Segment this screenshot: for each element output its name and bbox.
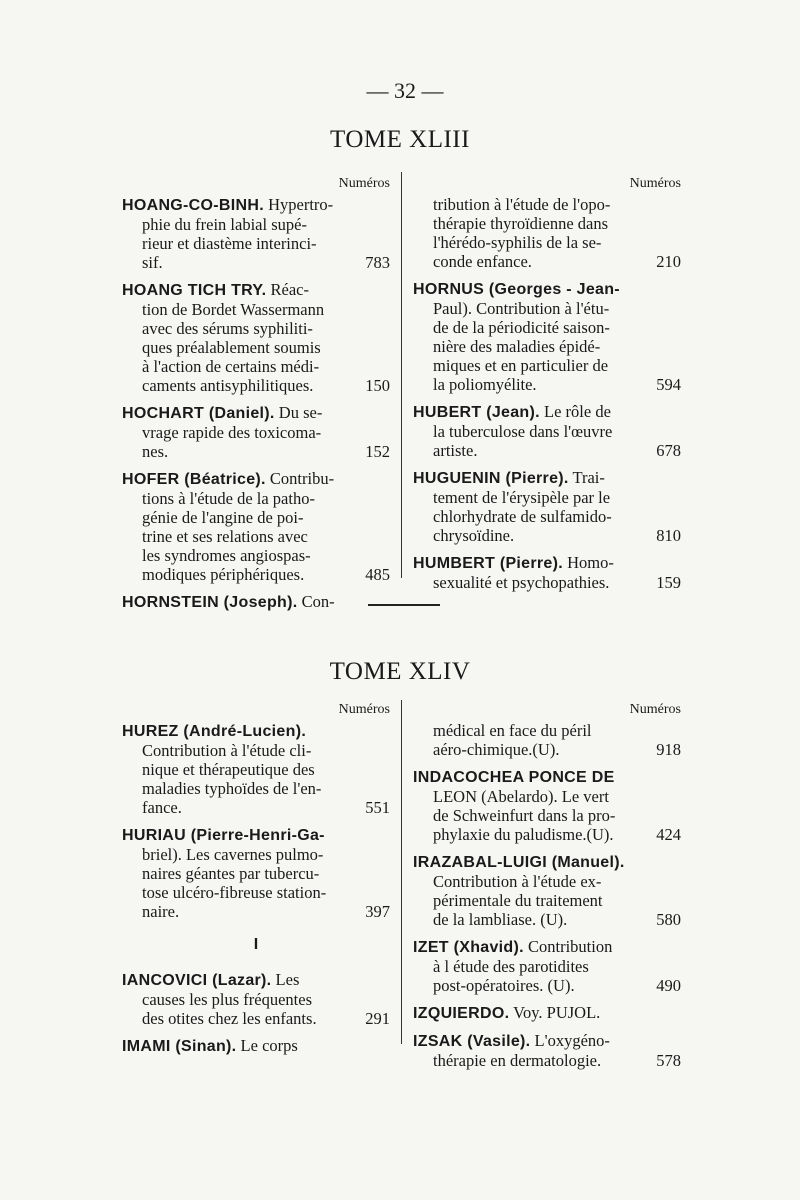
index-entry (413, 1003, 681, 1023)
entry-text-line: Paul). Contribution à l'étu- (433, 299, 610, 318)
thesis-number: 918 (656, 740, 681, 759)
thesis-number: 580 (656, 910, 681, 929)
entry-text: Contribu- (265, 469, 335, 488)
entry-text-line: conde enfance. (433, 252, 532, 271)
author-name: IZQUIERDO. (413, 1005, 510, 1022)
entry-text-line: nes. (142, 442, 169, 461)
numeros-header: Numéros (629, 176, 681, 191)
index-entry (122, 1036, 390, 1056)
index-entry (122, 970, 390, 1028)
entry-text-line: chlorhydrate de sulfamido- (433, 507, 612, 526)
section-divider (368, 604, 440, 606)
author-name: HORNUS (Georges - Jean- (413, 281, 620, 298)
author-name: HURIAU (Pierre-Henri-Ga- (122, 827, 325, 844)
thesis-number: 678 (656, 441, 681, 460)
tome-43-left-column (122, 174, 390, 620)
tome-44-title: TOME XLIV (329, 658, 471, 685)
author-name: HUMBERT (Pierre). (413, 555, 564, 572)
index-entry (122, 195, 390, 272)
entry-text-line: chrysoïdine. (433, 526, 515, 545)
index-entry (122, 721, 390, 817)
entry-text: Le rôle de (539, 402, 611, 421)
tome-44-right-column (413, 700, 681, 1078)
thesis-number: 485 (365, 565, 390, 584)
entry-text-line: naire. (142, 902, 180, 921)
thesis-number: 150 (365, 376, 390, 395)
index-entry (413, 468, 681, 545)
entry-first-line (122, 403, 390, 423)
index-entry (413, 195, 681, 271)
entry-text: Trai- (568, 468, 605, 487)
entry-text-line: Contribution à l'étude ex- (433, 872, 602, 891)
entry-first-line (122, 1036, 390, 1056)
entry-text-line: vrage rapide des toxicoma- (142, 423, 322, 442)
index-entry (122, 825, 390, 921)
author-name: IANCOVICI (Lazar). (122, 972, 272, 989)
index-entry (413, 553, 681, 592)
entry-first-line (413, 1031, 681, 1051)
entry-first-line (413, 468, 681, 488)
entry-text-line: rieur et diastème interinci- (142, 234, 317, 253)
thesis-number: 291 (365, 1009, 390, 1028)
index-entry (122, 403, 390, 461)
entry-text-line: modiques périphériques. (142, 565, 305, 584)
page-number: — 32 — (366, 78, 444, 103)
entry-first-line (122, 280, 390, 300)
entry-text-line: tement de l'érysipèle par le (433, 488, 611, 507)
index-entry (413, 852, 681, 929)
entry-text: Contribution (523, 937, 613, 956)
index-entry (413, 279, 681, 394)
entry-text-line: de Schweinfurt dans la pro- (433, 806, 616, 825)
entry-first-line (413, 937, 681, 957)
entry-first-line (122, 195, 390, 215)
column-divider (401, 700, 402, 1044)
entry-text-line: sexualité et psychopathies. (433, 573, 610, 592)
entry-text-line: génie de l'angine de poi- (142, 508, 304, 527)
entry-text: Réac- (266, 280, 309, 299)
index-entry (413, 937, 681, 995)
entry-text-line: trine et ses relations avec (142, 527, 308, 546)
author-name: IZET (Xhavid). (413, 939, 524, 956)
entry-first-line (122, 721, 390, 741)
thesis-number: 578 (656, 1051, 681, 1070)
tome-43-right-column (413, 174, 681, 600)
numeros-header: Numéros (338, 702, 390, 717)
author-name: HUREZ (André-Lucien). (122, 723, 307, 740)
index-entry (413, 721, 681, 759)
entry-first-line (122, 970, 390, 990)
entry-first-line (413, 279, 681, 299)
entry-first-line (413, 852, 681, 872)
author-name: IZSAK (Vasile). (413, 1033, 531, 1050)
entry-text-line: artiste. (433, 441, 478, 460)
author-name: HOANG TICH TRY. (122, 282, 267, 299)
entry-text: Du se- (274, 403, 323, 422)
entry-text-line: de la lambliase. (U). (433, 910, 568, 929)
entry-text: Homo- (563, 553, 614, 572)
author-name: HOFER (Béatrice). (122, 471, 266, 488)
author-name: HUGUENIN (Pierre). (413, 470, 569, 487)
entry-first-line (413, 721, 681, 740)
entry-text-line: ques préalablement soumis (142, 338, 321, 357)
thesis-number: 210 (656, 252, 681, 271)
entry-text-line: thérapie en dermatologie. (433, 1051, 602, 1070)
entry-text-line: causes les plus fréquentes (142, 990, 312, 1009)
entry-text-line: miques et en particulier de (433, 356, 609, 375)
author-name: IMAMI (Sinan). (122, 1038, 237, 1055)
numeros-header: Numéros (338, 176, 390, 191)
index-entry (413, 767, 681, 844)
entry-text-line: briel). Les cavernes pulmo- (142, 845, 324, 864)
entry-text-line: les syndromes angiospas- (142, 546, 311, 565)
entry-text-line: l'hérédo-syphilis de la se- (433, 233, 602, 252)
entry-text: Hypertro- (263, 195, 334, 214)
letter-heading: I (253, 936, 259, 953)
index-entry (122, 592, 390, 612)
thesis-number: 397 (365, 902, 390, 921)
author-name: INDACOCHEA PONCE DE (413, 769, 615, 786)
entry-text-line: LEON (Abelardo). Le vert (433, 787, 609, 806)
entry-text: Les (271, 970, 300, 989)
author-name: HOANG-CO-BINH. (122, 197, 264, 214)
entry-text-line: sif. (142, 253, 163, 272)
entry-text-line: avec des sérums syphiliti- (142, 319, 313, 338)
entry-text-line: tion de Bordet Wassermann (142, 300, 325, 319)
entry-first-line (122, 825, 390, 845)
index-entry (413, 402, 681, 460)
entry-text: Con- (297, 592, 335, 611)
entry-text-line: à l étude des parotidites (433, 957, 589, 976)
thesis-number: 594 (656, 375, 681, 394)
entry-text-line: tose ulcéro-fibreuse station- (142, 883, 327, 902)
column-divider (401, 172, 402, 578)
entry-text-line: de de la périodicité saison- (433, 318, 610, 337)
entry-text-line: phie du frein labial supé- (142, 215, 307, 234)
tome-43-title: TOME XLIII (330, 126, 470, 153)
entry-text-line: la tuberculose dans l'œuvre (433, 422, 613, 441)
entry-first-line (413, 402, 681, 422)
author-name: HOCHART (Daniel). (122, 405, 275, 422)
entry-text-line: thérapie thyroïdienne dans (433, 214, 609, 233)
thesis-number: 783 (365, 253, 390, 272)
entry-text-line: tions à l'étude de la patho- (142, 489, 315, 508)
entry-first-line (413, 195, 681, 214)
entry-text-line: nière des maladies épidé- (433, 337, 601, 356)
index-entry (413, 1031, 681, 1070)
entry-text-line: nique et thérapeutique des (142, 760, 315, 779)
entry-text: Voy. PUJOL. (509, 1003, 601, 1022)
author-name: HUBERT (Jean). (413, 404, 540, 421)
entry-text-line: périmentale du traitement (433, 891, 603, 910)
thesis-number: 490 (656, 976, 681, 995)
thesis-number: 424 (656, 825, 681, 844)
entry-text-line: aéro-chimique.(U). (433, 740, 560, 759)
entry-first-line (413, 553, 681, 573)
entry-text-line: des otites chez les enfants. (142, 1009, 317, 1028)
thesis-number: 152 (365, 442, 390, 461)
entry-first-line (122, 469, 390, 489)
entry-text-line: post-opératoires. (U). (433, 976, 575, 995)
entry-text-line: phylaxie du paludisme.(U). (433, 825, 614, 844)
author-name: IRAZABAL-LUIGI (Manuel). (413, 854, 625, 871)
entry-text: médical en face du péril (433, 721, 592, 740)
numeros-header: Numéros (629, 702, 681, 717)
entry-text-line: Contribution à l'étude cli- (142, 741, 312, 760)
entry-first-line (122, 592, 390, 612)
author-name: HORNSTEIN (Joseph). (122, 594, 298, 611)
thesis-number: 159 (656, 573, 681, 592)
entry-text: L'oxygéno- (530, 1031, 610, 1050)
tome-44-left-column (122, 700, 390, 1064)
entry-first-line (413, 767, 681, 787)
entry-text: Le corps (236, 1036, 298, 1055)
entry-text-line: à l'action de certains médi- (142, 357, 320, 376)
index-entry (122, 280, 390, 395)
entry-text-line: naires géantes par tubercu- (142, 864, 320, 883)
entry-text-line: fance. (142, 798, 182, 817)
entry-text: tribution à l'étude de l'opo- (433, 195, 611, 214)
entry-first-line (413, 1003, 681, 1023)
index-entry (122, 469, 390, 584)
thesis-number: 810 (656, 526, 681, 545)
thesis-number: 551 (365, 798, 390, 817)
entry-text-line: caments antisyphilitiques. (142, 376, 314, 395)
entry-text-line: la poliomyélite. (433, 375, 537, 394)
entry-text-line: maladies typhoïdes de l'en- (142, 779, 322, 798)
